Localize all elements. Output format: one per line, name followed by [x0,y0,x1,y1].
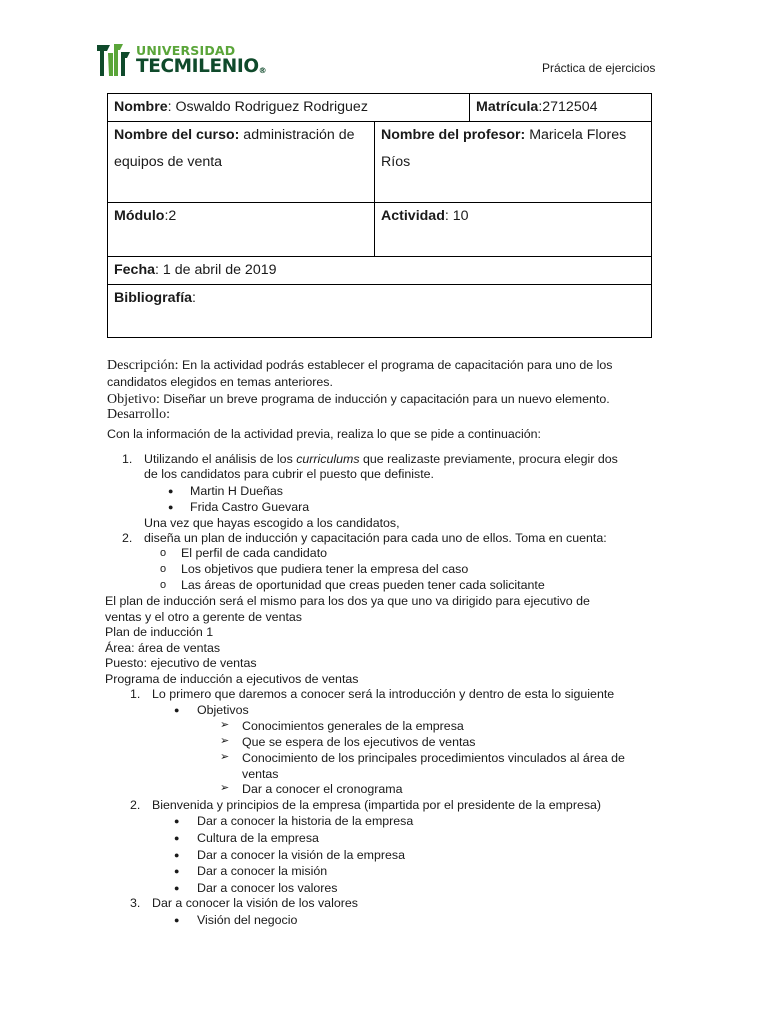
list-item: Dar a conocer los valores [197,881,338,895]
bullet-icon: ● [168,502,174,512]
program-item3-text: Dar a conocer la visión de los valores [152,896,358,910]
student-info-table [107,93,652,338]
actividad-cell: Actividad: 10 [375,203,652,257]
list-item: Dar a conocer la historia de la empresa [197,814,414,828]
bullet-icon: ● [174,816,180,826]
list-item: Dar a conocer la visión de la empresa [197,848,405,862]
list-item: Visión del negocio [197,913,298,927]
arrow-bullet-icon: ➢ [220,751,230,763]
consideration-item: Los objetivos que pudiera tener la empresa del caso [181,562,469,576]
objetivo-paragraph [107,391,610,408]
step1-number: 1. [122,452,133,466]
arrow-item: Dar a conocer el cronograma [242,782,403,796]
step2-number: 2. [122,531,133,545]
program-item2-text: Bienvenida y principios de la empresa (impartida por el presidente de la empresa) [152,798,602,812]
candidate-item: Frida Castro Guevara [190,500,310,514]
objetivos-item: Objetivos [197,703,249,717]
descripcion-paragraph [107,357,657,390]
logo-text-universidad: UNIVERSIDAD [136,43,236,58]
objetivo-text: Diseñar un breve programa de inducción y capacitación para un nuevo elemento. [159,392,610,406]
bullet-icon: ● [174,866,180,876]
after-candidates-text: Una vez que hayas escogido a los candidatos, [144,516,400,530]
descripcion-text: En la actividad podrás establecer el programa de capacitación para uno de los candidatos elegidos en temas anteriores. [107,358,613,389]
arrow-item: Que se espera de los ejecutivos de ventas [242,735,476,749]
bullet-icon: ● [174,883,180,893]
program-item1-number: 1. [130,687,141,701]
modulo-cell: Módulo:2 [108,203,375,257]
step1-text: Utilizando el análisis de los curriculums que realizaste previamente, procura elegir dos [144,452,618,466]
plan-title: Plan de inducción 1 [105,625,214,639]
plan-text-line2: ventas y el otro a gerente de ventas [105,610,302,624]
descripcion-label: Descripción: [107,358,179,373]
plan-text-line1: El plan de inducción será el mismo para los dos ya que uno va dirigido para ejecutivo de [105,594,590,608]
program-item3-number: 3. [130,896,141,910]
arrow-item: Conocimiento de los principales procedimientos vinculados al área de [242,751,625,765]
logo-text-tecmilenio: TECMILENIO® [136,56,267,77]
list-item: Cultura de la empresa [197,831,319,845]
circle-bullet-icon: o [160,563,167,575]
arrow-item: Conocimientos generales de la empresa [242,719,464,733]
objetivo-label: Objetivo: [107,392,160,407]
bullet-icon: ● [174,850,180,860]
university-logo [96,40,296,82]
step1-text-line2: de los candidatos para cubrir el puesto que definiste. [144,467,434,481]
consideration-item: Las áreas de oportunidad que creas pueden tener cada solicitante [181,578,545,592]
area-text: Área: área de ventas [105,641,221,655]
arrow-bullet-icon: ➢ [220,782,230,794]
bullet-icon: ● [174,833,180,843]
bullet-icon: ● [174,915,180,925]
circle-bullet-icon: o [160,579,167,591]
list-item: Dar a conocer la misión [197,864,328,878]
arrow-bullet-icon: ➢ [220,735,230,747]
candidate-item: Martin H Dueñas [190,484,283,498]
puesto-text: Puesto: ejecutivo de ventas [105,656,257,670]
program-item2-number: 2. [130,798,141,812]
programa-title: Programa de inducción a ejecutivos de ventas [105,672,359,686]
nombre-cell: Nombre: Oswaldo Rodriguez Rodriguez [108,94,470,122]
circle-bullet-icon: o [160,547,167,559]
tecmilenio-logo-icon [96,40,132,78]
fecha-cell: Fecha: 1 de abril de 2019 [108,257,652,285]
arrow-bullet-icon: ➢ [220,719,230,731]
curso-cell: Nombre del curso: administración de equipos de venta [108,122,375,203]
profesor-cell: Nombre del profesor: Maricela Flores Ríos [375,122,652,203]
consideration-item: El perfil de cada candidato [181,546,328,560]
arrow-item-continuation: ventas [242,767,279,781]
bullet-icon: ● [168,486,174,496]
bibliografia-cell: Bibliografía: [108,285,652,338]
bullet-icon: ● [174,705,180,715]
document-type-label: Práctica de ejercicios [542,61,656,75]
intro-text: Con la información de la actividad previa, realiza lo que se pide a continuación: [107,427,541,441]
matricula-cell: Matrícula:2712504 [470,94,652,122]
desarrollo-label: Desarrollo: [107,407,170,422]
step2-text: diseña un plan de inducción y capacitación para cada uno de ellos. Toma en cuenta: [144,531,607,545]
program-item1-text: Lo primero que daremos a conocer será la introducción y dentro de esta lo siguiente [152,687,615,701]
